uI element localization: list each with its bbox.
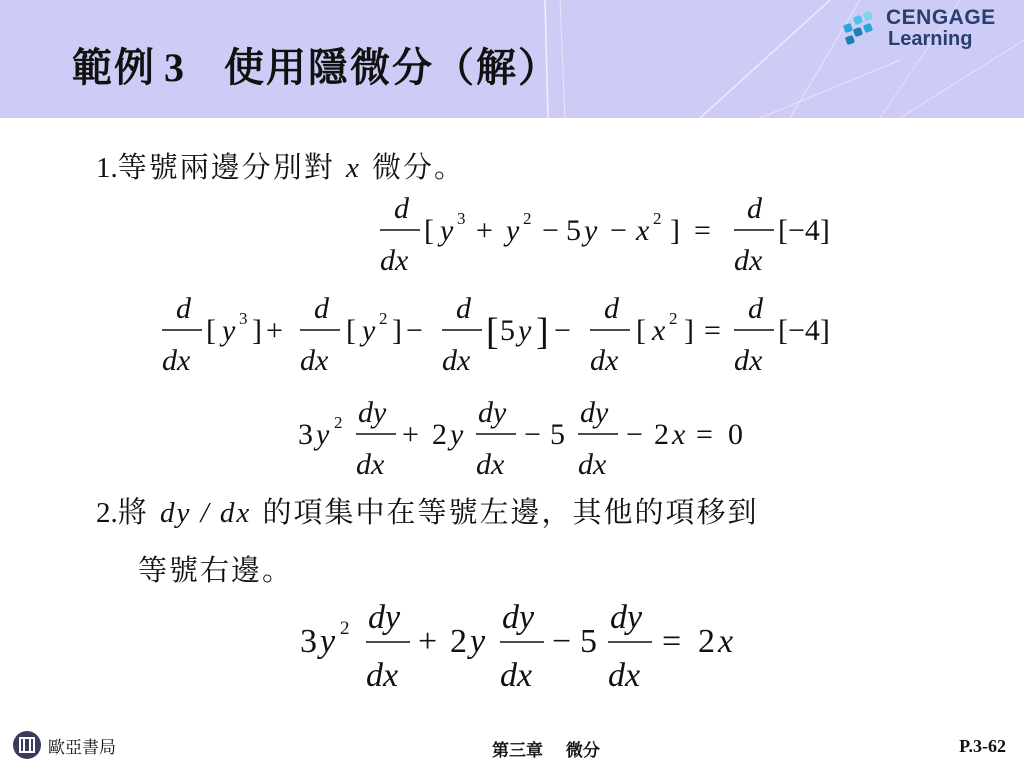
step-2-line2: 等號右邊。 (138, 553, 294, 587)
svg-text:d: d (176, 292, 191, 325)
publisher-logo-icon (12, 730, 42, 760)
svg-text:y: y (362, 314, 376, 347)
title-rest: 使用隱微分（解） (224, 44, 560, 91)
svg-text:dy: dy (610, 599, 643, 636)
svg-text:x: x (718, 623, 734, 660)
equation-3 (294, 392, 774, 482)
svg-text:3: 3 (239, 309, 248, 328)
title-number: 3 (164, 45, 186, 90)
footer (0, 726, 1024, 768)
svg-text:[: [ (636, 314, 646, 347)
step-1-text (96, 145, 465, 186)
svg-text:5: 5 (566, 214, 581, 247)
svg-text:5: 5 (500, 314, 515, 347)
svg-text:y: y (440, 214, 454, 247)
svg-text:−: − (554, 314, 571, 347)
svg-text:3: 3 (298, 418, 313, 451)
svg-text:dx: dx (442, 344, 471, 377)
page-title (72, 36, 560, 93)
svg-text:]: ] (252, 314, 262, 347)
step-2-text-b: 的項集中在等號左邊，其他的項移到 (251, 495, 759, 529)
svg-text:2: 2 (334, 413, 343, 432)
svg-text:=: = (696, 418, 713, 451)
svg-text:dy: dy (478, 396, 507, 429)
svg-text:y: y (470, 623, 486, 660)
svg-text:[: [ (346, 314, 356, 347)
svg-text:0: 0 (728, 418, 743, 451)
svg-text:+: + (418, 623, 438, 660)
svg-text:dx: dx (300, 344, 329, 377)
step-1-number: 1. (96, 152, 118, 184)
svg-text:2: 2 (653, 209, 662, 228)
svg-text:y: y (450, 418, 464, 451)
page-number: P.3-62 (959, 736, 1006, 756)
cengage-logo (842, 6, 1002, 56)
svg-text:dx: dx (608, 657, 641, 694)
svg-text:]: ] (670, 214, 680, 247)
logo-brand: CENGAGE (886, 6, 996, 29)
svg-text:d: d (747, 192, 762, 225)
svg-text:2: 2 (654, 418, 669, 451)
svg-text:d: d (394, 192, 409, 225)
equation-2 (160, 288, 860, 380)
svg-text:dx: dx (734, 244, 763, 277)
svg-text:dy: dy (580, 396, 609, 429)
svg-text:y: y (518, 314, 532, 347)
svg-text:−: − (406, 314, 423, 347)
step-1-text-b: 微分。 (360, 150, 466, 184)
svg-text:dy: dy (368, 599, 401, 636)
svg-text:y: y (222, 314, 236, 347)
svg-text:y: y (506, 214, 520, 247)
svg-text:5: 5 (550, 418, 565, 451)
svg-text:d: d (456, 292, 471, 325)
svg-text:[−4]: [−4] (778, 214, 830, 247)
svg-text:3: 3 (300, 623, 317, 660)
svg-text:−: − (610, 214, 627, 247)
svg-text:dy: dy (502, 599, 535, 636)
svg-text:2: 2 (340, 618, 350, 639)
svg-text:dx: dx (380, 244, 409, 277)
svg-text:−: − (524, 418, 541, 451)
svg-text:−: − (626, 418, 643, 451)
svg-text:]: ] (536, 311, 549, 353)
svg-text:d: d (314, 292, 329, 325)
svg-text:[−4]: [−4] (778, 314, 830, 347)
step-1-text-a: 等號兩邊分別對 (117, 150, 346, 184)
svg-text:dx: dx (734, 344, 763, 377)
equation-4 (294, 596, 754, 696)
svg-text:2: 2 (523, 209, 532, 228)
svg-text:x: x (652, 314, 666, 347)
title-prefix: 範例 (72, 44, 156, 91)
svg-text:[: [ (424, 214, 434, 247)
svg-text:dx: dx (500, 657, 533, 694)
step-2-var: dy / dx (159, 497, 252, 529)
step-2-number: 2. (96, 497, 118, 529)
step-1-var: x (345, 152, 361, 184)
svg-text:x: x (672, 418, 686, 451)
svg-text:2: 2 (432, 418, 447, 451)
svg-text:=: = (694, 214, 711, 247)
svg-text:y: y (320, 623, 336, 660)
svg-text:5: 5 (580, 623, 597, 660)
svg-text:[: [ (206, 314, 216, 347)
svg-text:−: − (542, 214, 559, 247)
svg-text:dx: dx (578, 448, 607, 481)
cengage-logo-icon (842, 10, 882, 50)
equation-1 (370, 188, 860, 278)
svg-text:]: ] (392, 314, 402, 347)
svg-text:x: x (636, 214, 650, 247)
svg-text:y: y (316, 418, 330, 451)
svg-text:−: − (552, 623, 572, 660)
svg-text:+: + (402, 418, 419, 451)
svg-text:2: 2 (450, 623, 467, 660)
svg-text:+: + (266, 314, 283, 347)
step-2-text-a: 將 (117, 495, 160, 529)
step-2-text (96, 490, 759, 531)
publisher-name: 歐亞書局 (48, 737, 116, 758)
logo-sub: Learning (888, 28, 973, 50)
svg-text:dx: dx (590, 344, 619, 377)
header-band (0, 0, 1024, 118)
svg-text:+: + (476, 214, 493, 247)
publisher (12, 730, 116, 760)
svg-text:dx: dx (476, 448, 505, 481)
svg-text:2: 2 (669, 309, 678, 328)
svg-text:2: 2 (698, 623, 715, 660)
svg-text:[: [ (486, 311, 499, 353)
svg-text:=: = (662, 623, 682, 660)
svg-text:dx: dx (162, 344, 191, 377)
svg-text:3: 3 (457, 209, 466, 228)
svg-text:d: d (748, 292, 763, 325)
svg-text:dy: dy (358, 396, 387, 429)
svg-text:dx: dx (366, 657, 399, 694)
svg-text:]: ] (684, 314, 694, 347)
svg-text:d: d (604, 292, 619, 325)
chapter-label: 第三章 微分 (492, 741, 600, 761)
svg-text:=: = (704, 314, 721, 347)
svg-text:2: 2 (379, 309, 388, 328)
svg-text:y: y (584, 214, 598, 247)
svg-text:dx: dx (356, 448, 385, 481)
